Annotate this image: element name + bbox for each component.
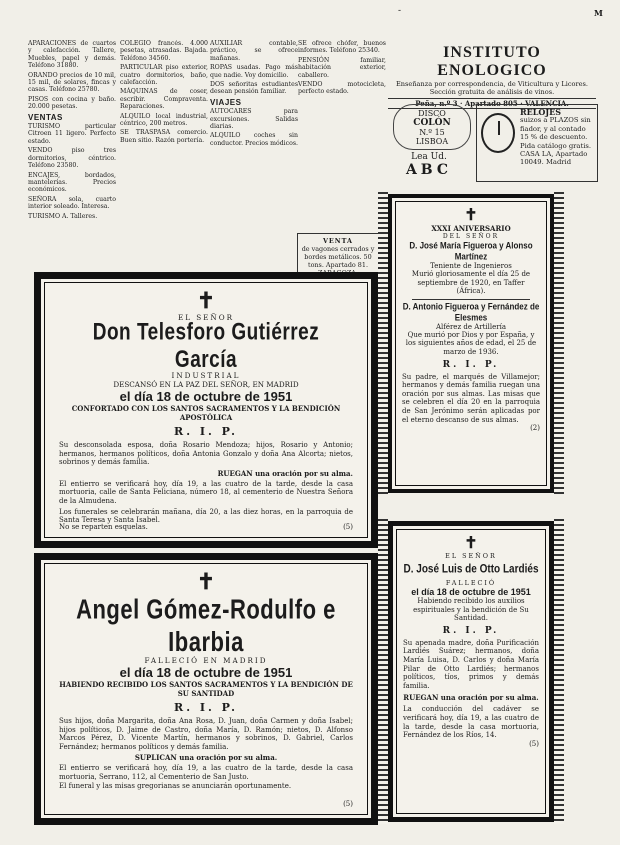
family-text: Su apenada madre, doña Purificación Lardiés Suárez; hermanos, doña María Luisa, D. Carlos y doña María Pilar de Otto Lardiés; hermanos políticos, tíos, primos y demás familia.	[403, 638, 539, 690]
colon-number: N.º 15	[419, 128, 445, 137]
deceased-name: D. José María Figueroa y Alonso Martínez	[409, 240, 533, 262]
relojes-head: RELOJES	[520, 107, 561, 117]
fallecio-label: FALLECIÓ EN MADRID	[144, 656, 268, 665]
obituary-telesforo	[34, 272, 378, 548]
family-text: Su desconsolada esposa, doña Rosario Mendoza; hijos, Rosario y Antonio; hermanos, hermanos políticos, doña Antonia Gonzalo y doña Ana Alcorta; nietos, sobrinos y demás familia.	[59, 441, 353, 467]
page-mark-left: -	[398, 6, 402, 16]
text1: Habiendo recibido los auxilios espirituales y la bendición de Su Santidad.	[413, 597, 529, 623]
fallecio-label: FALLECIÓ	[445, 579, 497, 587]
border-strip	[554, 519, 564, 824]
classified-ad: TURISMO A. Talleres.	[28, 212, 98, 220]
abc-logo: ABC	[405, 162, 453, 178]
border-strip	[378, 519, 388, 824]
colon-line2: COLÓN	[413, 118, 451, 128]
classified-ad: PARTICULAR piso exterior, cuatro dormitorios, baño, calefacción.	[120, 64, 208, 87]
text2: Que murió por Dios y por España, y los siguientes años de edad, el 25 de marzo de 1936.	[405, 330, 537, 356]
border-strip	[554, 192, 564, 494]
cross-icon: ✝	[464, 205, 478, 224]
rank-2: Alférez de Artillería	[435, 322, 507, 331]
rest-line: DESCANSÓ EN LA PAZ DEL SEÑOR, EN MADRID	[113, 380, 299, 389]
venta-text: de vagones cerrados y bordes metálicos. 50 tons. Apartado 81.	[301, 245, 375, 269]
classified-ad: SEÑORA sola, cuarto interior soleado. Interesa.	[28, 195, 116, 211]
el-senor-label: EL SEÑOR	[445, 552, 497, 560]
obituary-figueroa	[388, 194, 554, 493]
deceased-name: Angel Gómez-Rodulfo e Ibarbia	[76, 593, 336, 658]
classified-ad: ALQUILO local industrial, céntrico, 200 metros.	[120, 112, 208, 128]
classified-ad: ORANDO precios de 10 mil, 15 mil, de solares, fincas y casas. Teléfono 25780.	[28, 71, 116, 94]
entierro-text: La conducción del cadáver se verificará hoy, día 19, a las cuatro de la tarde, desde la casa mortuoria, Fernández de los Ríos, 14.	[403, 705, 539, 740]
classified-column-1	[28, 40, 116, 222]
border-strip	[378, 192, 388, 494]
rip-label: R. I. P.	[174, 425, 238, 438]
text3: Su padre, el marqués de Villamejor; hermanos y demás familia ruegan una oración por sus almas. Las misas que se celebren el día 20 en la parroquia de San Jerónimo serán aplicadas por el eterno descanso de sus almas.	[402, 372, 540, 424]
venta-title: VENTA	[322, 237, 354, 245]
clock-icon	[481, 113, 515, 153]
deceased-name: Don Telesforo Gutiérrez García	[92, 319, 320, 374]
disco-colon-ad	[393, 104, 471, 150]
page-mark-right: M	[594, 8, 603, 18]
rip-label: R. I. P.	[174, 701, 238, 714]
classified-ad: ALQUILO coches sin conductor. Precios módicos.	[210, 132, 298, 147]
deceased-name-2: D. Antonio Figueroa y Fernández de Elesmes	[402, 300, 540, 323]
instituto-title: INSTITUTO ENOLOGICO	[437, 44, 547, 79]
classified-ad: MÁQUINAS de coser, escribir. Compraventa. Reparaciones.	[120, 88, 208, 111]
classified-ad: AUXILIAR contable, práctico, se ofrece mañanas.	[210, 40, 298, 62]
classified-column-2	[120, 40, 208, 146]
relojes-text: suizos a PLAZOS sin fiador, y al contado 15 % de descuento. Pida catálogo gratis. CASA LA, Apartado 10049. Madrid	[520, 116, 592, 167]
funerales-text: Los funerales se celebrarán mañana, día 20, a las diez horas, en la parroquia de Santa Teresa y Santa Isabel.	[59, 507, 353, 525]
abc-line1: Lea Ud.	[411, 152, 447, 162]
cross-icon: ✝	[464, 533, 478, 552]
colon-line3: LISBOA	[415, 137, 449, 146]
death-date: el día 18 de octubre de 1951	[411, 587, 531, 597]
suplican-line: SUPLICAN una oración por su alma.	[134, 753, 278, 763]
classified-ad: VENDO motocicleta, perfecto estado.	[298, 81, 386, 96]
instituto-enologico-ad	[388, 44, 596, 108]
aniversario-label: XXXI ANIVERSARIO	[431, 224, 511, 233]
instituto-address: Peña, n.º 3 · Apartado 805 · VALENCIA.	[388, 98, 596, 109]
relojes-ad	[476, 104, 598, 182]
classified-ad: DOS señoritas estudiantes desean pensión familiar.	[210, 81, 298, 96]
no-cards-text: No se reparten esquelas.	[59, 523, 148, 531]
classified-ad: SE TRASPASA comercio. Buen sitio. Razón portería.	[120, 129, 208, 144]
ruegan-line: RUEGAN una oración por su alma.	[217, 468, 353, 478]
el-senor-label: DEL SEÑOR	[442, 233, 500, 240]
deceased-name: D. José Luis de Otto Lardiés	[403, 562, 539, 577]
classified-ad: AUTOCARES para excursiones. Salidas diarias.	[210, 108, 298, 131]
rip-label: R. I. P.	[442, 359, 500, 370]
abc-ad	[398, 152, 460, 178]
death-date: el día 18 de octubre de 1951	[119, 665, 293, 680]
colon-line1: DISCO	[418, 109, 446, 118]
confortado-line: CONFORTADO CON LOS SANTOS SACRAMENTOS Y LA BENDICIÓN APOSTÓLICA	[71, 404, 341, 422]
classified-ad: PENSIÓN familiar, habitación exterior, caballero.	[298, 56, 386, 79]
classified-ad: APARACIONES de cuartos y calefacción. Tallere, Muebles, papel y demás. Teléfono 31880.	[28, 40, 116, 70]
ad-code: (2)	[530, 424, 540, 433]
rip-label: R. I. P.	[442, 625, 500, 636]
ruegan-line: RUEGAN una oración por su alma.	[403, 693, 539, 703]
classified-ad: PISOS con cocina y baño. 20.000 pesetas.	[28, 95, 116, 111]
classified-ad: ROPAS usadas. Pago más que nadie. Voy domicilio.	[210, 64, 298, 79]
text1: Murió gloriosamente el día 25 de septiembre de 1920, en Taffer (África).	[411, 270, 531, 296]
occupation: INDUSTRIAL	[171, 371, 241, 380]
ad-code: (5)	[343, 800, 353, 808]
obituary-angel	[34, 553, 378, 825]
death-date: el día 18 de octubre de 1951	[119, 389, 293, 404]
obituary-otto	[388, 521, 554, 822]
section-heading-viajes: VIAJES	[210, 97, 242, 107]
classified-column-4	[298, 40, 386, 98]
cross-icon: ✝	[196, 569, 216, 595]
instituto-subtitle: Enseñanza por correspondencia, de Viticultura y Licores. Sección gratuita de análisis de vinos.	[395, 80, 589, 96]
cross-icon: ✝	[196, 288, 216, 314]
ad-code: (5)	[343, 523, 353, 531]
sacramentos-line: HABIENDO RECIBIDO LOS SANTOS SACRAMENTOS Y LA BENDICIÓN DE SU SANTIDAD	[59, 680, 353, 698]
funeral-text: El funeral y las misas gregorianas se anunciarán oportunamente.	[59, 781, 292, 790]
family-text: Sus hijos, doña Margarita, doña Ana Rosa, D. Juan, doña Carmen y doña Isabel; hijos políticos, D. Jaime de Castro, doña María, D. Ramón; nietos, D. Alfonso Marcos Pérez, D. Vicente Martín, hermanos y sobrinos, D. Gabriel, Carlos Fernández; hermanos políticos y demás familia.	[59, 717, 353, 751]
classified-ad: ENCAJES, bordados, mantelerías. Precios económicos.	[28, 171, 116, 194]
classified-ad: VENDO piso tres dormitorios, céntrico. Teléfono 23580.	[28, 147, 116, 170]
classified-ad: COLEGIO francés. 4.000 pesetas, atrasadas. Bajada. Teléfono 34560.	[120, 40, 208, 62]
section-heading-ventas: VENTAS	[28, 112, 63, 122]
rank: Teniente de Ingenieros	[430, 262, 512, 270]
classified-ad: SE ofrece chófer, buenos informes. Teléfono 25340.	[298, 40, 386, 55]
entierro-text: El entierro se verificará hoy, día 19, a las cuatro de la tarde, desde la casa mortuoria, Serrano, 112, al Cementerio de San Justo.	[59, 764, 353, 781]
classified-ad: TURISMO particular Citroen 11 ligero. Perfecto estado.	[28, 123, 116, 145]
entierro-text: El entierro se verificará hoy, día 19, a las cuatro de la tarde, desde la casa mortuoria, calle de Santa Feliciana, número 18, al cementerio de Nuestra Señora de la Almudena.	[59, 479, 353, 505]
ad-code: (5)	[529, 739, 539, 748]
classified-column-3	[210, 40, 298, 149]
el-senor-label: EL SEÑOR	[177, 313, 235, 322]
